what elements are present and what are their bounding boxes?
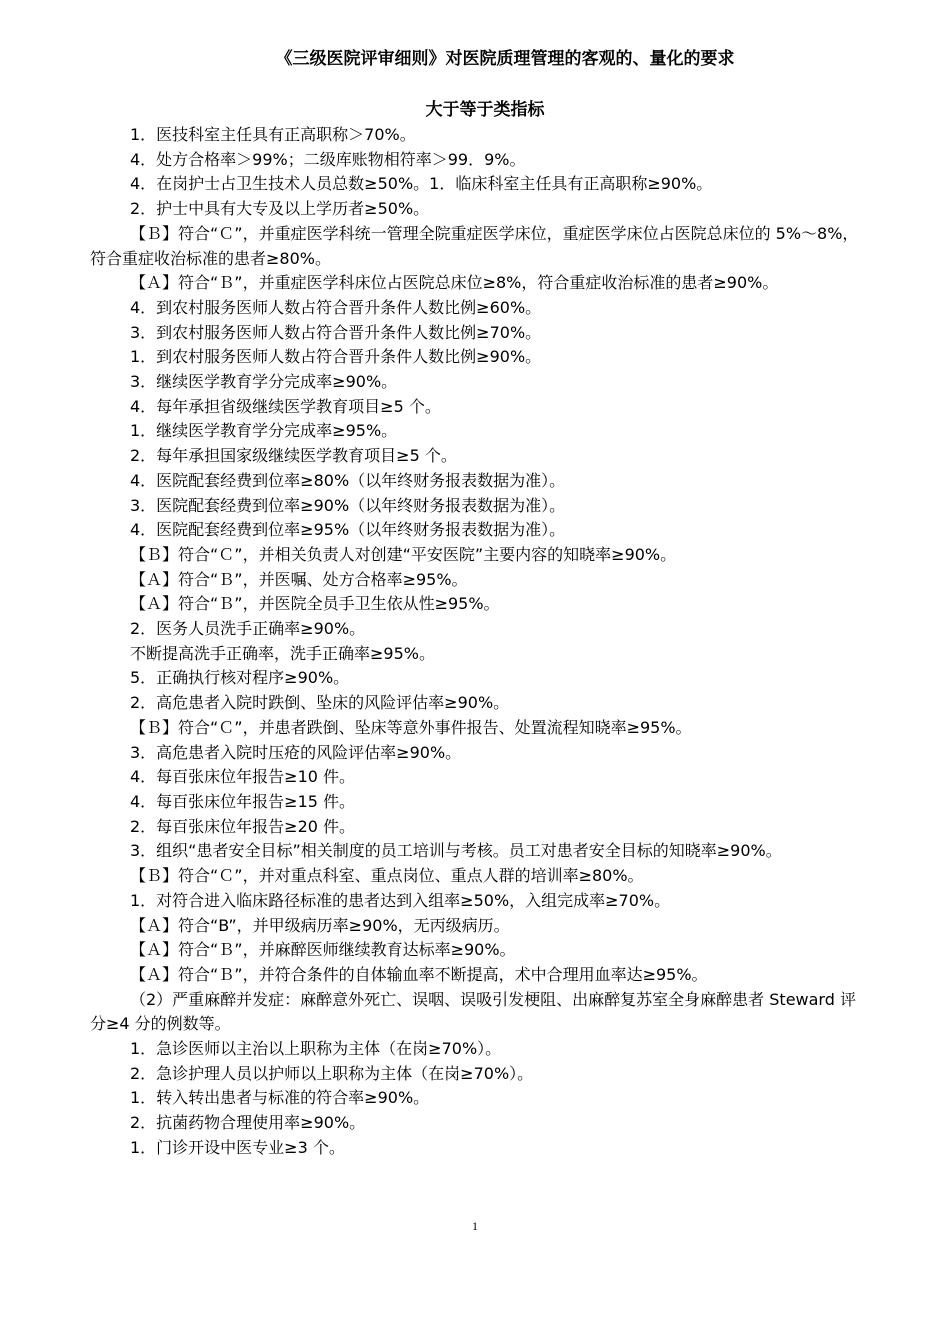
paragraph: 【Ａ】符合“Ｂ”，并医嘱、处方合格率≥95%。 [130,569,468,589]
paragraph: 4．每百张床位年报告≥10 件。 [130,767,356,787]
page-number: 1 [472,1219,478,1233]
paragraph: 【Ａ】符合“Ｂ”，并医院全员手卫生依从性≥95%。 [130,594,500,614]
paragraph: 4．处方合格率＞99%；二级库账物相符率＞99．9%。 [130,149,526,169]
paragraph: 2．医务人员洗手正确率≥90%。 [130,619,366,639]
paragraph: 2．急诊护理人员以护师以上职称为主体（在岗≥70%）。 [130,1063,534,1083]
paragraph: 【Ｂ】符合“Ｃ”，并患者跌倒、坠床等意外事件报告、处置流程知晓率≥95%。 [130,717,692,737]
paragraph: 4．医院配套经费到位率≥95%（以年终财务报表数据为准）。 [130,520,566,540]
paragraph: 4．每年承担省级继续医学教育项目≥5 个。 [130,396,441,416]
paragraph: 4．到农村服务医师人数占符合晋升条件人数比例≥60%。 [130,297,542,317]
section-heading: 大于等于类指标 [425,100,545,120]
paragraph: 1．对符合进入临床路径标准的患者达到入组率≥50%，入组完成率≥70%。 [130,890,671,910]
paragraph: 【Ａ】符合“B”，并甲级病历率≥90%，无丙级病历。 [130,915,510,935]
paragraph: 2．高危患者入院时跌倒、坠床的风险评估率≥90%。 [130,693,510,713]
paragraph: 3．医院配套经费到位率≥90%（以年终财务报表数据为准）。 [130,495,566,515]
paragraph: 4．医院配套经费到位率≥80%（以年终财务报表数据为准）。 [130,470,566,490]
paragraph: 4．在岗护士占卫生技术人员总数≥50%。1．临床科室主任具有正高职称≥90%。 [130,174,713,194]
paragraph: 1．继续医学教育学分完成率≥95%。 [130,421,398,441]
paragraph: 2．每年承担国家级继续医学教育项目≥5 个。 [130,446,457,466]
paragraph: 1．转入转出患者与标准的符合率≥90%。 [130,1088,430,1108]
paragraph: 3．组织“患者安全目标”相关制度的员工培训与考核。员工对患者安全目标的知晓率≥90%。 [130,841,782,861]
paragraph: 【Ｂ】符合“Ｃ”，并重症医学科统一管理全院重症医学床位，重症医学床位占医院总床位的 5%～8%，符合重症收治标准的患者≥80%。 [90,223,859,268]
paragraph: 5．正确执行核对程序≥90%。 [130,668,350,688]
paragraph: 1．急诊医师以主治以上职称为主体（在岗≥70%）。 [130,1039,502,1059]
paragraph: 【Ａ】符合“Ｂ”，并麻醉医师继续教育达标率≥90%。 [130,940,516,960]
paragraph: 【Ａ】符合“Ｂ”，并重症医学科床位占医院总床位≥8%，符合重症收治标准的患者≥90%。 [130,273,779,293]
paragraph: 2．每百张床位年报告≥20 件。 [130,816,356,836]
paragraph: 2．护士中具有大专及以上学历者≥50%。 [130,199,430,219]
paragraph: 【Ｂ】符合“Ｃ”，并对重点科室、重点岗位、重点人群的培训率≥80%。 [130,866,644,886]
paragraph: 【Ａ】符合“Ｂ”，并符合条件的自体输血率不断提高，术中合理用血率达≥95%。 [130,964,708,984]
paragraph: 3．到农村服务医师人数占符合晋升条件人数比例≥70%。 [130,322,542,342]
paragraph: 2．抗菌药物合理使用率≥90%。 [130,1113,366,1133]
paragraph: 1．门诊开设中医专业≥3 个。 [130,1137,345,1157]
paragraph: 3．高危患者入院时压疮的风险评估率≥90%。 [130,742,462,762]
paragraph: 1．到农村服务医师人数占符合晋升条件人数比例≥90%。 [130,347,542,367]
paragraph: （2）严重麻醉并发症：麻醉意外死亡、误咽、误吸引发梗阻、出麻醉复苏室全身麻醉患者 Steward 评分≥4 分的例数等。 [90,989,856,1034]
paragraph: 【Ｂ】符合“Ｃ”，并相关负责人对创建“平安医院”主要内容的知晓率≥90%。 [130,544,677,564]
paragraph: 1．医技科室主任具有正高职称＞70%。 [130,125,416,144]
paragraph: 不断提高洗手正确率，洗手正确率≥95%。 [130,643,435,663]
document-title: 《三级医院评审细则》对医院质理管理的客观的、量化的要求 [275,49,735,69]
document-body [90,123,862,1161]
paragraph: 4．每百张床位年报告≥15 件。 [130,791,356,811]
paragraph: 3．继续医学教育学分完成率≥90%。 [130,372,398,392]
